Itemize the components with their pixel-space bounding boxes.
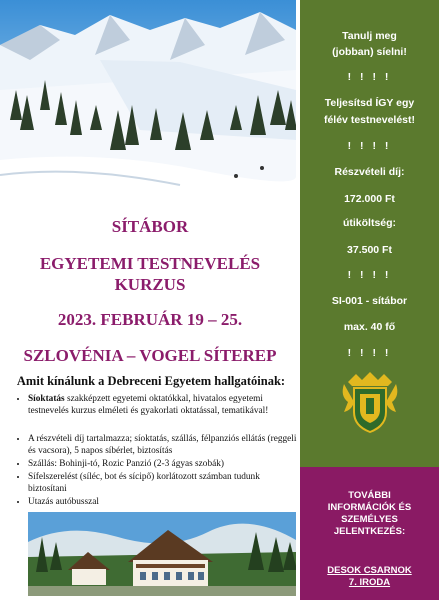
learn-line-1: Tanulj meg (342, 30, 397, 42)
title-location: SZLOVÉNIA – VOGEL SÍTEREP (23, 346, 277, 365)
contact-location (300, 565, 439, 589)
separator: ! ! ! ! (347, 347, 392, 359)
contact-line: INFORMÁCIÓK ÉS (327, 502, 412, 513)
contact-line: JELENTKEZÉS: (333, 526, 406, 537)
learn-line-2: (jobban) síelni! (332, 46, 407, 58)
bullet-text: szakképzett egyetemi oktatókkal, hivatalos egyetemi testnevelés kurzus elméleti és gyakorlati oktatással, tematikával! (28, 394, 269, 416)
location-line: DESOK CSARNOK (327, 565, 412, 576)
separator: ! ! ! ! (347, 71, 392, 83)
contact-line: TOVÁBBI (348, 490, 391, 501)
intro-heading: Amit kínálunk a Debreceni Egyetem hallgatóinak: (16, 374, 286, 388)
title-date: 2023. FEBRUÁR 19 – 25. (57, 310, 243, 329)
fee-label: Részvételi díj: (334, 166, 405, 178)
course-code: SI-001 - sítábor (331, 295, 408, 307)
title-block (0, 210, 300, 366)
travel-label: útiköltség: (342, 217, 397, 229)
list-item: • Szállás: Bohinji-tó, Rozic Panzió (2-3 ágyas szobák) (28, 458, 298, 470)
list-item: • A részvételi díj tartalmazza; síoktatás, szállás, félpanziós ellátás (reggeli és vacsora), 5 napos síbérlet, biztosítás (28, 433, 298, 457)
bullet-list-1 (0, 393, 298, 418)
ski-slope-photo (0, 0, 296, 195)
hotel-photo (28, 512, 296, 596)
list-item (28, 393, 298, 417)
max-participants: max. 40 fő (343, 321, 396, 333)
contact-info (300, 490, 439, 538)
title-course-1: EGYETEMI TESTNEVELÉS (39, 254, 261, 273)
contact-line: SZEMÉLYES (341, 514, 398, 525)
fee-value: 172.000 Ft (344, 193, 395, 205)
complete-line-2: félév testnevelést! (323, 114, 416, 126)
bullet-bold-text: Síoktatás (28, 394, 65, 404)
separator: ! ! ! ! (347, 269, 392, 281)
title-sitabor: SÍTÁBOR (111, 217, 189, 236)
title-course-2: KURZUS (114, 275, 186, 294)
university-crest-icon (338, 372, 402, 434)
travel-value: 37.500 Ft (347, 244, 392, 256)
location-line: 7. IRODA (348, 577, 391, 588)
complete-line-1: Teljesítsd ÍGY egy (324, 97, 415, 109)
bullet-list-2 (0, 433, 298, 509)
list-item: • Utazás autóbusszal (28, 496, 298, 508)
contact-panel (300, 467, 439, 600)
list-item: • Sífelszerelést (síléc, bot és sícipő) korlátozott számban tudunk biztosítani (28, 471, 298, 495)
separator: ! ! ! ! (347, 140, 392, 152)
